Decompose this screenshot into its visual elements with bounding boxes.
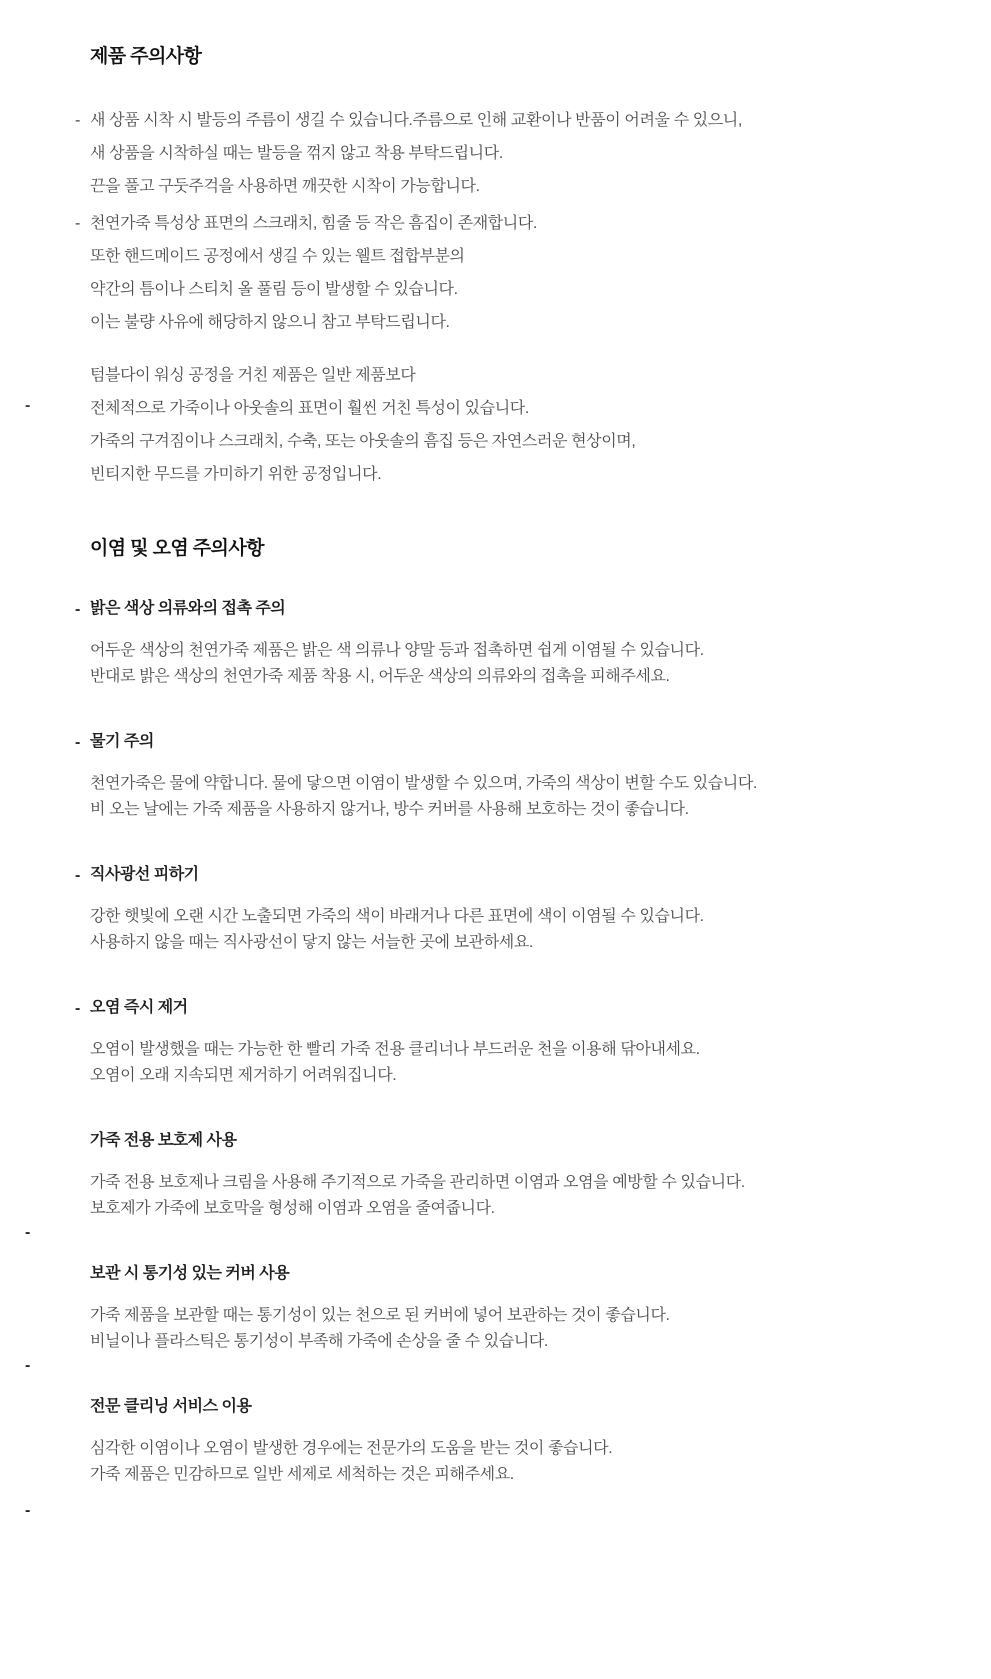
notice-block-fitting: [75, 104, 951, 203]
body-line: 새 상품 시착 시 발등의 주름이 생길 수 있습니다.주름으로 인해 교환이나 반품이 어려울 수 있으니,: [90, 112, 742, 129]
dash-bullet: -: [75, 112, 80, 129]
dash-bullet: -: [75, 1000, 81, 1017]
care-item-breathable-cover: [25, 1264, 951, 1374]
body-line: 끈을 풀고 구둣주걱을 사용하면 깨끗한 시착이 가능합니다.: [90, 178, 480, 195]
body-line: 가죽 전용 보호제나 크림을 사용해 주기적으로 가죽을 관리하면 이염과 오염을 예방할 수 있습니다.: [90, 1174, 745, 1191]
body-line: 또한 핸드메이드 공정에서 생길 수 있는 웰트 접합부분의: [90, 248, 465, 265]
body-line: 보호제가 가죽에 보호막을 형성해 이염과 오염을 줄여줍니다.: [90, 1200, 495, 1217]
body-line: 가죽 제품을 보관할 때는 통기성이 있는 천으로 된 커버에 넣어 보관하는 것이 좋습니다.: [90, 1307, 670, 1324]
body-line: 가죽 제품은 민감하므로 일반 세제로 세척하는 것은 피해주세요.: [90, 1466, 514, 1483]
care-item-title: 보관 시 통기성 있는 커버 사용: [90, 1265, 290, 1282]
care-item-moisture-caution: [75, 732, 951, 823]
notice-block-tumble-washing: [25, 359, 951, 491]
care-item-avoid-sunlight: [75, 865, 951, 956]
care-item-title: 전문 클리닝 서비스 이용: [90, 1398, 252, 1415]
dash-bullet-left-margin: -: [25, 1224, 31, 1241]
body-line: 이는 불량 사유에 해당하지 않으니 참고 부탁드립니다.: [90, 314, 450, 331]
body-line: 오염이 발생했을 때는 가능한 한 빨리 가죽 전용 클리너나 부드러운 천을 이용해 닦아내세요.: [90, 1041, 700, 1058]
body-line: 천연가죽은 물에 약합니다. 물에 닿으면 이염이 발생할 수 있으며, 가죽의 색상이 변할 수도 있습니다.: [90, 775, 757, 792]
body-line: 빈티지한 무드를 가미하기 위한 공정입니다.: [90, 466, 382, 483]
body-line: 비 오는 날에는 가죽 제품을 사용하지 않거나, 방수 커버를 사용해 보호하는 것이 좋습니다.: [90, 801, 689, 818]
body-line: 새 상품을 시착하실 때는 발등을 꺾지 않고 착용 부탁드립니다.: [90, 145, 503, 162]
body-line: 강한 햇빛에 오랜 시간 노출되면 가죽의 색이 바래거나 다른 표면에 색이 이염될 수 있습니다.: [90, 908, 704, 925]
care-item-title: 직사광선 피하기: [90, 866, 199, 883]
dash-bullet-left-margin: -: [25, 1502, 31, 1519]
section-title-product-precautions: 제품 주의사항: [90, 46, 202, 67]
dash-bullet: -: [75, 601, 81, 618]
notice-block-leather-traits: [75, 207, 951, 339]
body-line: 전체적으로 가죽이나 아웃솔의 표면이 훨씬 거친 특성이 있습니다.: [90, 400, 529, 417]
body-line: 오염이 오래 지속되면 제거하기 어려워집니다.: [90, 1067, 397, 1084]
body-line: 비닐이나 플라스틱은 통기성이 부족해 가죽에 손상을 줄 수 있습니다.: [90, 1333, 548, 1350]
body-line: 천연가죽 특성상 표면의 스크래치, 힘줄 등 작은 흠집이 존재합니다.: [90, 215, 537, 232]
care-item-title: 밝은 색상 의류와의 접촉 주의: [90, 600, 286, 617]
care-item-title: 가죽 전용 보호제 사용: [90, 1132, 237, 1149]
body-line: 약간의 틈이나 스티치 올 풀림 등이 발생할 수 있습니다.: [90, 281, 458, 298]
care-item-professional-cleaning: [25, 1397, 951, 1519]
dash-bullet: -: [75, 867, 81, 884]
dash-bullet-left-margin: -: [25, 1357, 31, 1374]
body-line: 텀블다이 워싱 공정을 거친 제품은 일반 제품보다: [90, 367, 416, 384]
body-line: 사용하지 않을 때는 직사광선이 닿지 않는 서늘한 곳에 보관하세요.: [90, 934, 533, 951]
dash-bullet: -: [75, 734, 81, 751]
care-item-title: 오염 즉시 제거: [90, 999, 188, 1016]
care-item-title: 물기 주의: [90, 733, 154, 750]
dash-bullet: -: [75, 215, 80, 232]
section-title-stain-precautions: 이염 및 오염 주의사항: [90, 538, 264, 559]
care-item-leather-protectant: [25, 1131, 951, 1241]
care-item-remove-stains-immediately: [75, 998, 951, 1089]
body-line: 어두운 색상의 천연가죽 제품은 밝은 색 의류나 양말 등과 접촉하면 쉽게 이염될 수 있습니다.: [90, 642, 704, 659]
dash-bullet-left-margin: -: [25, 397, 30, 414]
care-item-light-clothing-contact: [75, 599, 951, 690]
body-line: 가죽의 구겨짐이나 스크래치, 수축, 또는 아웃솔의 흠집 등은 자연스러운 현상이며,: [90, 433, 636, 450]
body-line: 반대로 밝은 색상의 천연가죽 제품 착용 시, 어두운 색상의 의류와의 접촉을 피해주세요.: [90, 668, 670, 685]
body-line: 심각한 이염이나 오염이 발생한 경우에는 전문가의 도움을 받는 것이 좋습니다.: [90, 1440, 613, 1457]
